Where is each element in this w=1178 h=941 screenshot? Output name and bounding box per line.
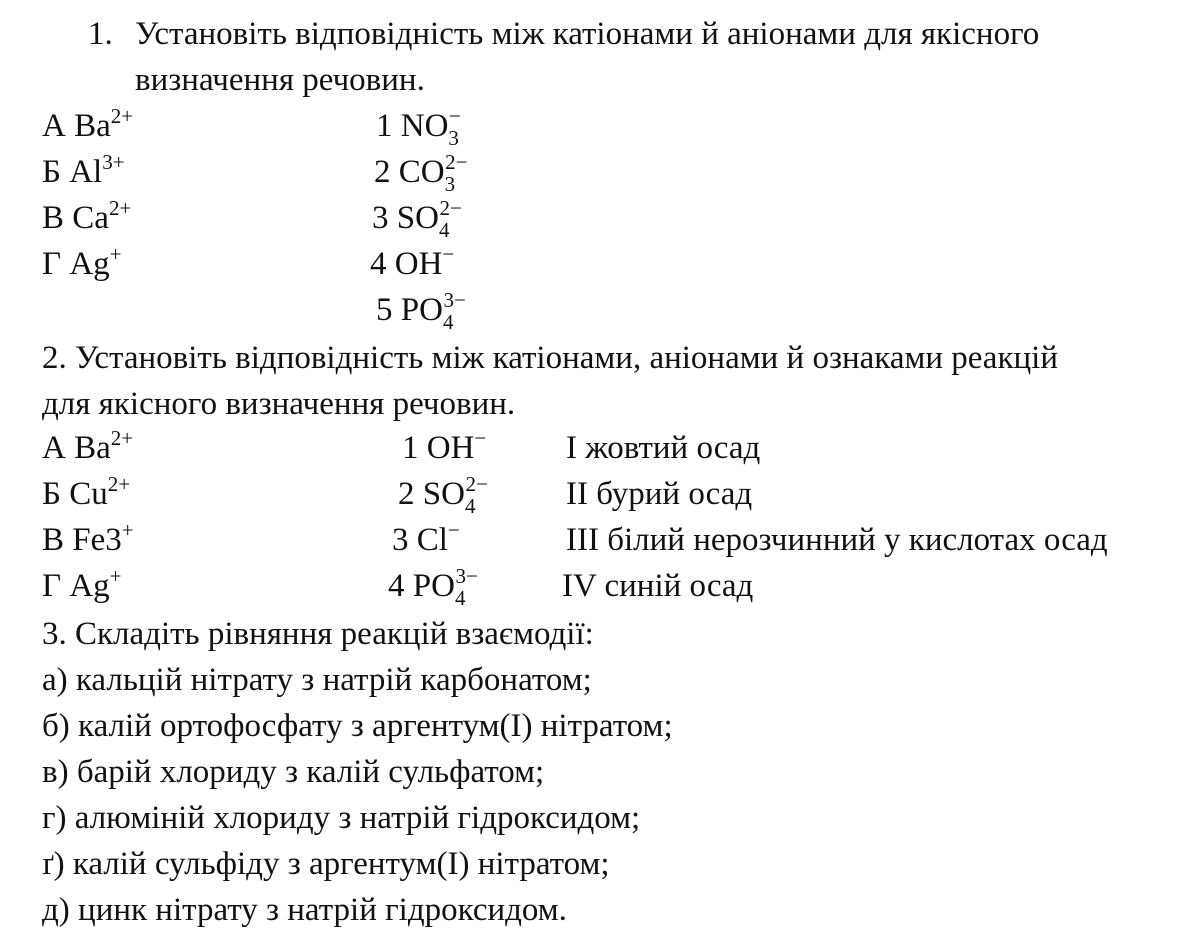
task2-anion-4-subscript: 4 xyxy=(454,586,466,610)
task2-anion-1-label: 1 xyxy=(402,430,427,466)
task2-cation-3 xyxy=(42,520,134,560)
task1-anion-2-subscript: 3 xyxy=(444,172,456,196)
task2-anion-3 xyxy=(392,520,460,560)
task2-cation-4-label: Г xyxy=(42,568,70,604)
task1-text-line1: Установіть відповідність між катіонами й аніонами для якісного xyxy=(135,16,1040,52)
task2-cation-2-charge: 2+ xyxy=(107,472,131,496)
task1-anion-4-charge: − xyxy=(442,242,455,266)
task2-sign-4: ІV синій осад xyxy=(562,568,754,604)
task2-sign-1: І жовтий осад xyxy=(566,430,761,466)
task1-cation-3 xyxy=(42,198,131,238)
task2-cation-2-label: Б xyxy=(42,476,70,512)
task1-anion-2 xyxy=(374,150,468,196)
task1-anion-4-symbol: OH xyxy=(394,246,443,282)
task2-cation-1-symbol: Ba xyxy=(74,430,111,466)
task2-anion-1 xyxy=(402,428,486,468)
task1-anion-2-charge: 2− xyxy=(445,150,468,174)
task3-item-6: д) цинк нітрату з натрій гідроксидом. xyxy=(42,892,567,928)
task1-cation-1-symbol: Ba xyxy=(74,108,111,144)
task2-sign-2: ІІ бурий осад xyxy=(566,476,753,512)
task1-cation-2-symbol: Al xyxy=(69,154,103,190)
task2-anion-2-symbol: SO xyxy=(422,476,465,512)
task1-cation-2-charge: 3+ xyxy=(102,150,125,174)
task3-item-5: ґ) калій сульфіду з аргентум(І) нітратом; xyxy=(42,846,610,882)
task1-anion-4 xyxy=(370,244,454,284)
task2-text-line2: для якісного визначення речовин. xyxy=(42,386,516,422)
task1-anion-2-symbol: CO xyxy=(398,154,445,190)
task2-cation-1-charge: 2+ xyxy=(110,426,134,450)
task2-cation-1 xyxy=(42,428,133,468)
task1-anion-3 xyxy=(372,196,462,242)
task1-cation-1-charge: 2+ xyxy=(110,104,134,128)
task2-anion-2 xyxy=(398,472,488,518)
task2-sign-3: ІІІ білий нерозчинний у кислотах осад xyxy=(566,522,1108,558)
task1-anion-3-label: 3 xyxy=(372,200,397,236)
task2-anion-4-label: 4 xyxy=(388,568,413,604)
task1-anion-1-symbol: NO xyxy=(400,108,449,144)
task2-anion-2-charge: 2− xyxy=(465,472,488,496)
task2-cation-3-symbol: Fe3 xyxy=(72,522,122,558)
task2-anion-3-label: 3 xyxy=(392,522,417,558)
task1-cation-4-label: Г xyxy=(42,246,70,282)
task2-cation-1-label: А xyxy=(42,430,75,466)
task1-anion-3-charge: 2− xyxy=(439,196,462,220)
task2-anion-2-subscript: 4 xyxy=(464,494,476,518)
task1-anion-5 xyxy=(376,288,466,334)
task1-anion-5-charge: 3− xyxy=(443,288,466,312)
task2-cation-2 xyxy=(42,474,130,514)
task1-cation-2 xyxy=(42,152,125,192)
task2-text-line1: 2. Установіть відповідність між катіонами, аніонами й ознаками реакцій xyxy=(42,340,1058,376)
task1-cation-4-symbol: Ag xyxy=(69,246,110,282)
task3-item-3: в) барій хлориду з калій сульфатом; xyxy=(42,754,545,790)
task1-anion-1-charge: − xyxy=(448,104,461,128)
task1-cation-4-charge: + xyxy=(109,242,122,266)
task2-cation-2-symbol: Cu xyxy=(69,476,108,512)
task2-anion-4-symbol: PO xyxy=(412,568,455,604)
task1-anion-5-subscript: 4 xyxy=(442,310,454,334)
task1-anion-5-label: 5 xyxy=(376,292,401,328)
task3-item-2: б) калій ортофосфату з аргентум(І) нітратом; xyxy=(42,708,673,744)
task1-cation-3-charge: 2+ xyxy=(108,196,132,220)
task1-anion-4-label: 4 xyxy=(370,246,395,282)
task1-anion-1 xyxy=(376,104,461,150)
task2-cation-3-label: В xyxy=(42,522,73,558)
task2-anion-4-charge: 3− xyxy=(455,564,478,588)
task1-anion-1-subscript: 3 xyxy=(448,126,459,150)
task1-cation-2-label: Б xyxy=(42,154,70,190)
task3-item-1: а) кальцій нітрату з натрій карбонатом; xyxy=(42,662,592,698)
task2-anion-1-symbol: OH xyxy=(426,430,475,466)
task3-item-4: г) алюміній хлориду з натрій гідроксидом; xyxy=(42,800,641,836)
task2-anion-1-charge: − xyxy=(474,426,487,450)
task1-number: 1. xyxy=(88,16,113,52)
task2-anion-4 xyxy=(388,564,478,610)
task2-cation-4-charge: + xyxy=(109,564,122,588)
task1-cation-4 xyxy=(42,244,122,284)
task1-anion-5-symbol: PO xyxy=(400,292,443,328)
task1-cation-3-label: В xyxy=(42,200,73,236)
task2-cation-4 xyxy=(42,566,122,606)
task2-cation-4-symbol: Ag xyxy=(69,568,110,604)
task1-cation-3-symbol: Ca xyxy=(72,200,109,236)
task1-cation-1 xyxy=(42,106,133,146)
task1-cation-1-label: А xyxy=(42,108,75,144)
task1-anion-3-subscript: 4 xyxy=(438,218,450,242)
task2-anion-2-label: 2 xyxy=(398,476,423,512)
task1-anion-3-symbol: SO xyxy=(396,200,439,236)
task1-anion-1-label: 1 xyxy=(376,108,401,144)
task2-cation-3-charge: + xyxy=(121,518,134,542)
task2-anion-3-charge: − xyxy=(447,518,460,542)
task1-anion-2-label: 2 xyxy=(374,154,399,190)
task1-text-line2: визначення речовин. xyxy=(135,62,425,98)
task2-anion-3-symbol: Cl xyxy=(416,522,448,558)
task3-title: 3. Складіть рівняння реакцій взаємодії: xyxy=(42,616,594,652)
